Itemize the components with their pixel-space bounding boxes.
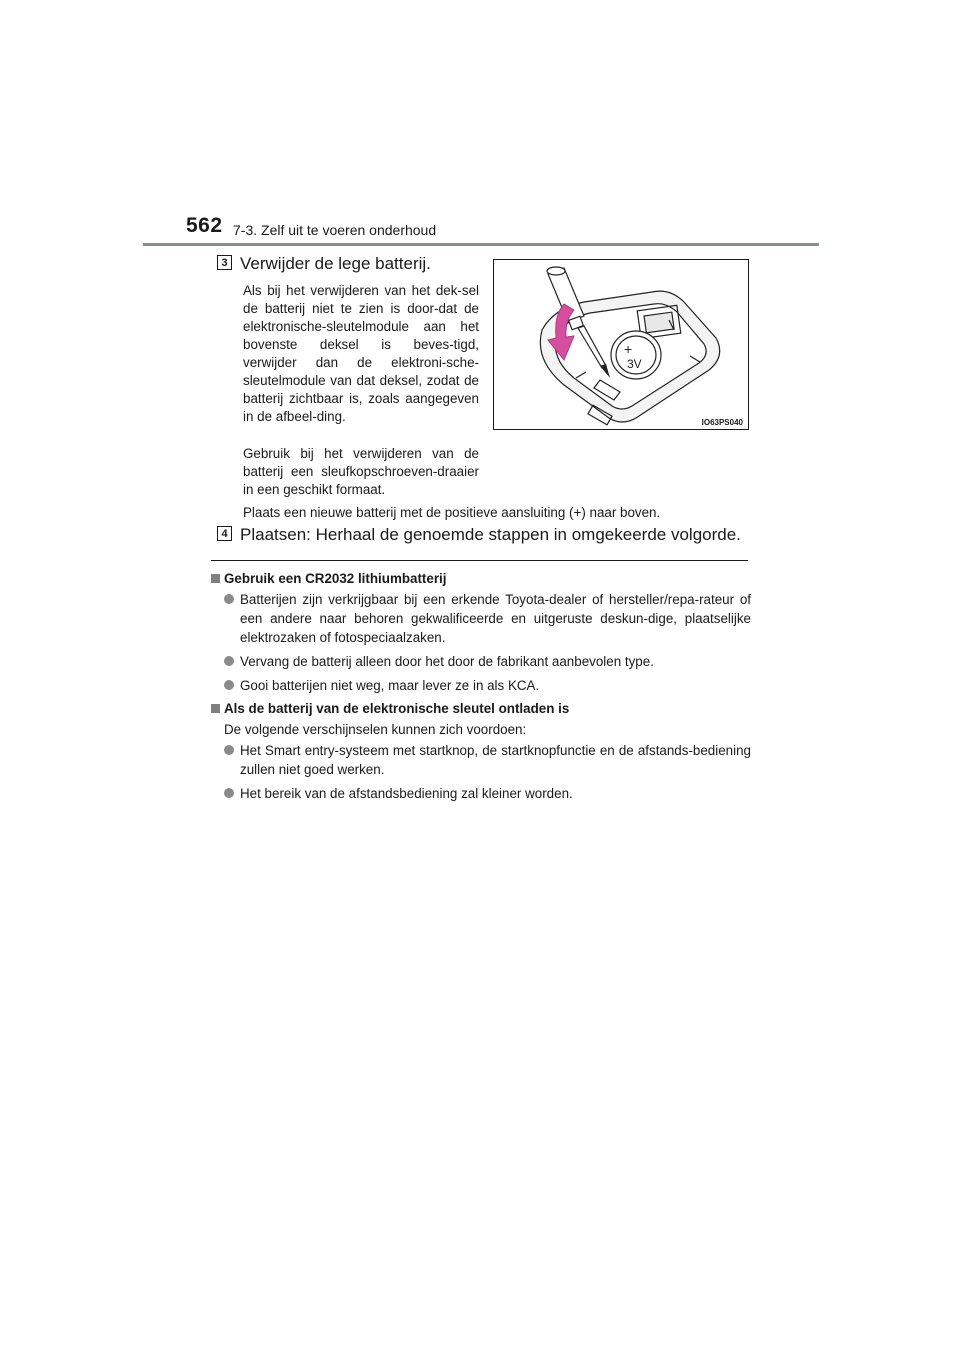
list-item	[211, 741, 751, 779]
round-bullet-icon	[224, 680, 234, 690]
round-bullet-icon	[224, 788, 234, 798]
note-heading	[211, 700, 751, 718]
step-3-paragraph-1: Als bij het verwijderen van het dek-sel de batterij niet te zien is door-dat de elektronische-sleutelmodule aan het bovenste deksel is beves-tigd, verwijder dan de elektroni-sche-sleutelmodule van dat deksel, zodat de batterij zichtbaar is, zoals aangegeven in de afbeel-ding.	[243, 283, 479, 424]
note-heading-text: Als de batterij van de elektronische sleutel ontladen is	[224, 701, 570, 716]
step-3-paragraph-2: Gebruik bij het verwijderen van de batterij een sleufkopschroeven-draaier in een geschikt formaat.	[243, 446, 479, 497]
square-bullet-icon	[211, 704, 220, 713]
battery-voltage-label: 3V	[627, 357, 642, 371]
figure-code: IO63PS040	[701, 418, 743, 427]
list-item	[211, 676, 751, 695]
header-rule	[143, 243, 819, 246]
note-intro: De volgende verschijnselen kunnen zich voordoen:	[224, 722, 527, 737]
battery-removal-figure	[493, 259, 749, 430]
list-item	[211, 784, 751, 803]
list-item-text: Vervang de batterij alleen door het door de fabrikant aanbevolen type.	[240, 654, 654, 669]
notes	[211, 570, 751, 808]
note-heading-text: Gebruik een CR2032 lithiumbatterij	[224, 571, 447, 586]
step-3-badge: 3	[217, 255, 232, 270]
key-fob-screwdriver-illustration	[494, 260, 749, 430]
note-battery-depleted	[211, 700, 751, 803]
list-item-text: Gooi batterijen niet weg, maar lever ze in als KCA.	[240, 678, 540, 693]
step-3-paragraph-3: Plaats een nieuwe batterij met de positieve aansluiting (+) naar boven.	[243, 505, 661, 520]
step-3-heading: Verwijder de lege batterij.	[240, 254, 431, 273]
list-item	[211, 590, 751, 647]
step-4-heading: Plaatsen: Herhaal de genoemde stappen in omgekeerde volgorde.	[240, 525, 741, 544]
section-divider	[211, 560, 748, 561]
list-item-text: Het Smart entry-systeem met startknop, de startknopfunctie en de afstands-bediening zullen niet goed werken.	[240, 743, 751, 777]
section-title: 7-3. Zelf uit te voeren onderhoud	[233, 222, 437, 238]
note-battery-type	[211, 570, 751, 695]
list-item-text: Het bereik van de afstandsbediening zal kleiner worden.	[240, 786, 573, 801]
list-item	[211, 652, 751, 671]
list-item-text: Batterijen zijn verkrijgbaar bij een erkende Toyota-dealer of hersteller/repa-rateur of een andere naar behoren gekwalificeerde en uitgeruste deskun-dige, plaatselijke elektrozaken of fotospeciaalzaken.	[240, 592, 751, 645]
round-bullet-icon	[224, 594, 234, 604]
round-bullet-icon	[224, 656, 234, 666]
battery-plus-sign: +	[624, 341, 633, 357]
note-heading	[211, 570, 751, 588]
round-bullet-icon	[224, 745, 234, 755]
step-4-badge: 4	[217, 526, 232, 541]
square-bullet-icon	[211, 574, 220, 583]
page-number: 562	[186, 214, 223, 237]
